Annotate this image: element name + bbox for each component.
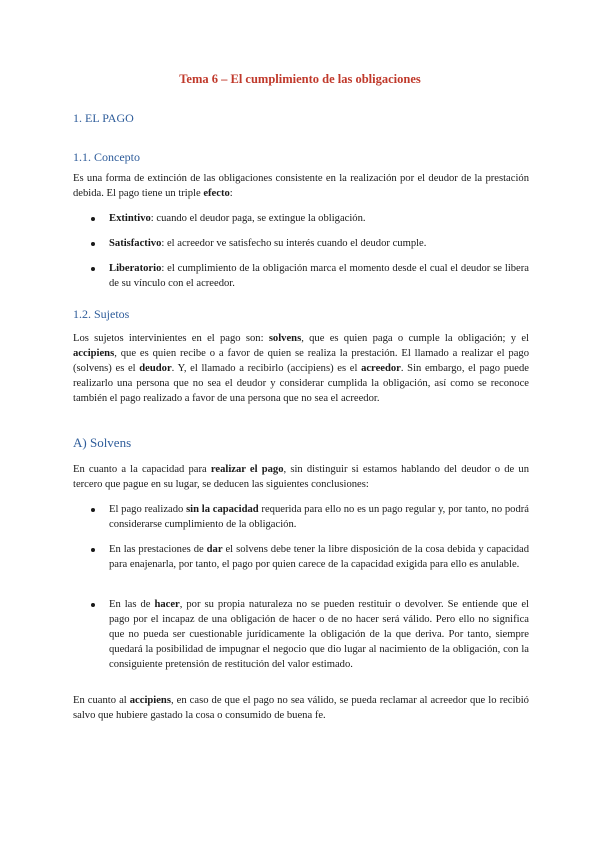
subsection-heading-concepto: 1.1. Concepto <box>73 150 140 164</box>
effect-item-satisfactivo: Satisfactivo: el acreedor ve satisfecho su interés cuando el deudor cumple. <box>109 236 529 251</box>
solvens-item-capacidad: El pago realizado sin la capacidad requerida para ello no es un pago regular y, por tanto, no podrá considerarse cumplimiento de la obligación. <box>109 502 529 532</box>
bullet-icon <box>91 217 95 221</box>
solvens-intro-paragraph: En cuanto a la capacidad para realizar el pago, sin distinguir si estamos hablando del deudor o de un tercero que pague en su lugar, se deducen las siguientes conclusiones: <box>73 464 529 490</box>
subsection-heading-sujetos: 1.2. Sujetos <box>73 307 130 321</box>
section-heading-el-pago: 1. EL PAGO <box>73 111 134 125</box>
bullet-icon <box>91 603 95 607</box>
sujetos-paragraph: Los sujetos intervinientes en el pago son: solvens, que es quien paga o cumple la obligación; y el accipiens, que es quien recibe o a favor de quien se realiza la prestación. El llamado a realizar el pago (solvens) es el deudor. Y, el llamado a recibirlo (accipiens) es el acreedor. Sin embargo, el pago puede realizarlo una persona que no sea el deudor y considerar cumplida la obligación, así como se reconoce también el pago realizado a favor de una persona que no sea el acreedor. <box>73 333 529 404</box>
subsection-heading-solvens: A) Solvens <box>73 435 132 450</box>
bullet-icon <box>91 508 95 512</box>
accipiens-paragraph: En cuanto al accipiens, en caso de que el pago no sea válido, se pueda reclamar al acreedor que lo recibió salvo que hubiere gastado la cosa o consumido de buena fe. <box>73 695 529 721</box>
bullet-icon <box>91 242 95 246</box>
effect-item-extintivo: Extintivo: cuando el deudor paga, se extingue la obligación. <box>109 211 529 226</box>
concepto-paragraph: Es una forma de extinción de las obligaciones consistente en la realización por el deudor de la prestación debida. El pago tiene un triple efecto: <box>73 173 529 199</box>
effect-item-liberatorio: Liberatorio: el cumplimiento de la obligación marca el momento desde el cual el deudor se libera de su vínculo con el acreedor. <box>109 261 529 291</box>
document-title: Tema 6 – El cumplimiento de las obligaciones <box>179 72 421 86</box>
solvens-item-dar: En las prestaciones de dar el solvens debe tener la libre disposición de la cosa debida y capacidad para enajenarla, por tanto, el pago por quien carece de la capacidad exigida para ello es anulable. <box>109 542 529 572</box>
solvens-item-hacer: En las de hacer, por su propia naturaleza no se pueden restituir o devolver. Se entiende que el pago por el incapaz de una obligación de hacer o de no hacer será válido. Pero ello no significa que no pueda ser cuestionable jurídicamente la obligación de la que deriva. Por tanto, siempre quedará la posibilidad de impugnar el negocio que dio lugar al nacimiento de la obligación, con la consiguiente pretensión de restitución del valor estimado. <box>109 597 529 672</box>
bullet-icon <box>91 548 95 552</box>
bullet-icon <box>91 267 95 271</box>
